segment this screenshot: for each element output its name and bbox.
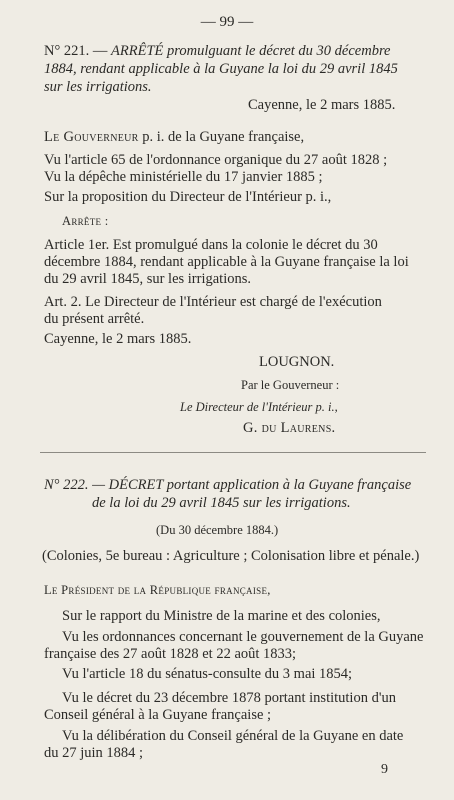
- arrete-proposal: Sur la proposition du Directeur de l'Intérieur p. i.,: [44, 189, 332, 205]
- article-1-line3: du 29 avril 1845, sur les irrigations.: [44, 271, 252, 287]
- decret-line-1: Sur le rapport du Ministre de la marine et des colonies,: [62, 608, 381, 624]
- director-name: G. du Laurens.: [243, 420, 336, 436]
- decret-line-3: française des 27 août 1828 et 22 août 1833;: [44, 646, 297, 662]
- by-governor: Par le Gouverneur :: [241, 378, 340, 392]
- footer-signature-mark: 9: [381, 762, 388, 777]
- arrete-place-date: Cayenne, le 2 mars 1885.: [248, 97, 396, 113]
- arrete-title-line1: [44, 42, 391, 60]
- director-title: Le Directeur de l'Intérieur p. i.,: [180, 400, 338, 414]
- arrete-visa-1: Vu l'article 65 de l'ordonnance organique du 27 août 1828 ;: [44, 152, 388, 168]
- article-2-line2: du présent arrêté.: [44, 311, 145, 327]
- decret-line-4: Vu l'article 18 du sénatus-consulte du 3 mai 1854;: [62, 666, 353, 682]
- decret-line-6: Conseil général à la Guyane française ;: [44, 707, 272, 723]
- arrete-number: N° 221. —: [44, 43, 112, 59]
- authority-name: Le Gouverneur: [44, 129, 139, 145]
- decret-title-line1: N° 222. — DÉCRET portant application à la Guyane française: [44, 477, 412, 493]
- decret-date: (Du 30 décembre 1884.): [156, 523, 279, 537]
- arrete-visa-2: Vu la dépêche ministérielle du 17 janvier 1885 ;: [44, 169, 323, 185]
- decret-line-7: Vu la délibération du Conseil général de la Guyane en date: [62, 728, 404, 744]
- arrete-title-line3: sur les irrigations.: [44, 79, 152, 95]
- authority-rest: p. i. de la Guyane française,: [142, 129, 305, 145]
- decret-line-2: Vu les ordonnances concernant le gouvernement de la Guyane: [62, 629, 424, 645]
- decret-line-5: Vu le décret du 23 décembre 1878 portant institution d'un: [62, 690, 396, 706]
- closing-place-date: Cayenne, le 2 mars 1885.: [44, 331, 192, 347]
- arrete-heading: Arrête :: [62, 214, 109, 228]
- decret-office: (Colonies, 5e bureau : Agriculture ; Colonisation libre et pénale.): [42, 548, 420, 564]
- decret-line-8: du 27 juin 1884 ;: [44, 745, 144, 761]
- decret-title-line2: de la loi du 29 avril 1845 sur les irrigations.: [92, 495, 351, 511]
- article-2-line1: Art. 2. Le Directeur de l'Intérieur est chargé de l'exécution: [44, 294, 382, 310]
- page-number: — 99 —: [200, 14, 254, 30]
- arrete-authority: [44, 128, 304, 146]
- article-1-line1: Article 1er. Est promulgué dans la colonie le décret du 30: [44, 237, 378, 253]
- signature: LOUGNON.: [259, 354, 335, 370]
- section-divider: [40, 452, 426, 453]
- article-1-line2: décembre 1884, rendant applicable à la Guyane française la loi: [44, 254, 409, 270]
- president-line: Le Président de la République française,: [44, 583, 271, 597]
- arrete-title-text: ARRÊTÉ promulguant le décret du 30 décembre: [111, 43, 391, 59]
- arrete-title-line2: 1884, rendant applicable à la Guyane la loi du 29 avril 1845: [44, 61, 398, 77]
